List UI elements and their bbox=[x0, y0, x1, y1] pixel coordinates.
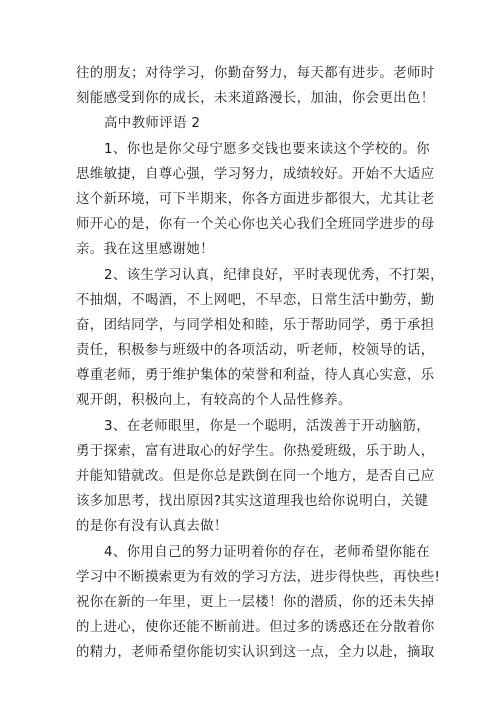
text-line: 该多加思考，找出原因?其实这道理我也给你说明白，关键 bbox=[76, 494, 429, 510]
text-line: 学习中不断摸索更为有效的学习方法，进步得快些，再快些! bbox=[76, 569, 441, 585]
text-line: 的是你有没有认真去做！ bbox=[76, 519, 228, 535]
text-line: 刻能感受到你的成长，未来道路漫长，加油，你会更出色！ bbox=[76, 91, 435, 107]
paragraph-start: 2、该生学习认真，纪律良好，平时表现优秀，不打架， bbox=[104, 267, 444, 283]
text-line: 亲。我在这里感谢她！ bbox=[76, 242, 214, 258]
text-line: 的上进心，使你还能不断前进。但过多的诱惑还在分散着你 bbox=[76, 620, 435, 636]
paragraph-start: 1、你也是你父母宁愿多交钱也要来读这个学校的。你 bbox=[104, 141, 431, 157]
text-line: 不抽烟，不喝酒，不上网吧，不早恋，日常生活中勤劳，勤 bbox=[76, 292, 435, 308]
text-line: 的精力，老师希望你能切实认识到这一点，全力以赴，摘取 bbox=[76, 645, 435, 661]
document-body bbox=[76, 61, 444, 666]
text-line: 并能知错就改。但是你总是跌倒在同一个地方，是否自己应 bbox=[76, 469, 435, 484]
text-line: 观开朗，积极向上，有较高的个人品性修养。 bbox=[76, 393, 352, 409]
text-line: 奋，团结同学，与同学相处和睦，乐于帮助同学，勇于承担 bbox=[76, 317, 435, 333]
text-line: 责任，积极参与班级中的各项活动，听老师，校领导的话， bbox=[76, 343, 435, 359]
text-line: 祝你在新的一年里，更上一层楼！你的潜质，你的还未失掉 bbox=[76, 594, 435, 610]
text-line: 思维敏捷，自尊心强，学习努力，成绩较好。开始不大适应 bbox=[76, 166, 435, 182]
text-line: 师开心的是，你有一个关心你也关心我们全班同学进步的母 bbox=[76, 217, 435, 233]
paragraph-start: 3、在老师眼里，你是一个聪明，活泼善于开动脑筋， bbox=[104, 418, 431, 434]
text-line: 往的朋友；对待学习，你勤奋努力，每天都有进步。老师时 bbox=[76, 66, 435, 81]
section-heading: 高中教师评语 2 bbox=[104, 116, 201, 132]
text-line: 勇于探索，富有进取心的好学生。你热爱班级，乐于助人， bbox=[76, 443, 435, 459]
text-line: 尊重老师，勇于维护集体的荣誉和利益，待人真心实意，乐 bbox=[76, 368, 435, 384]
text-line: 这个新环境，可下半期来，你各方面进步都很大，尤其让老 bbox=[76, 191, 435, 207]
paragraph-start: 4、你用自己的努力证明着你的存在，老师希望你能在 bbox=[104, 544, 431, 560]
